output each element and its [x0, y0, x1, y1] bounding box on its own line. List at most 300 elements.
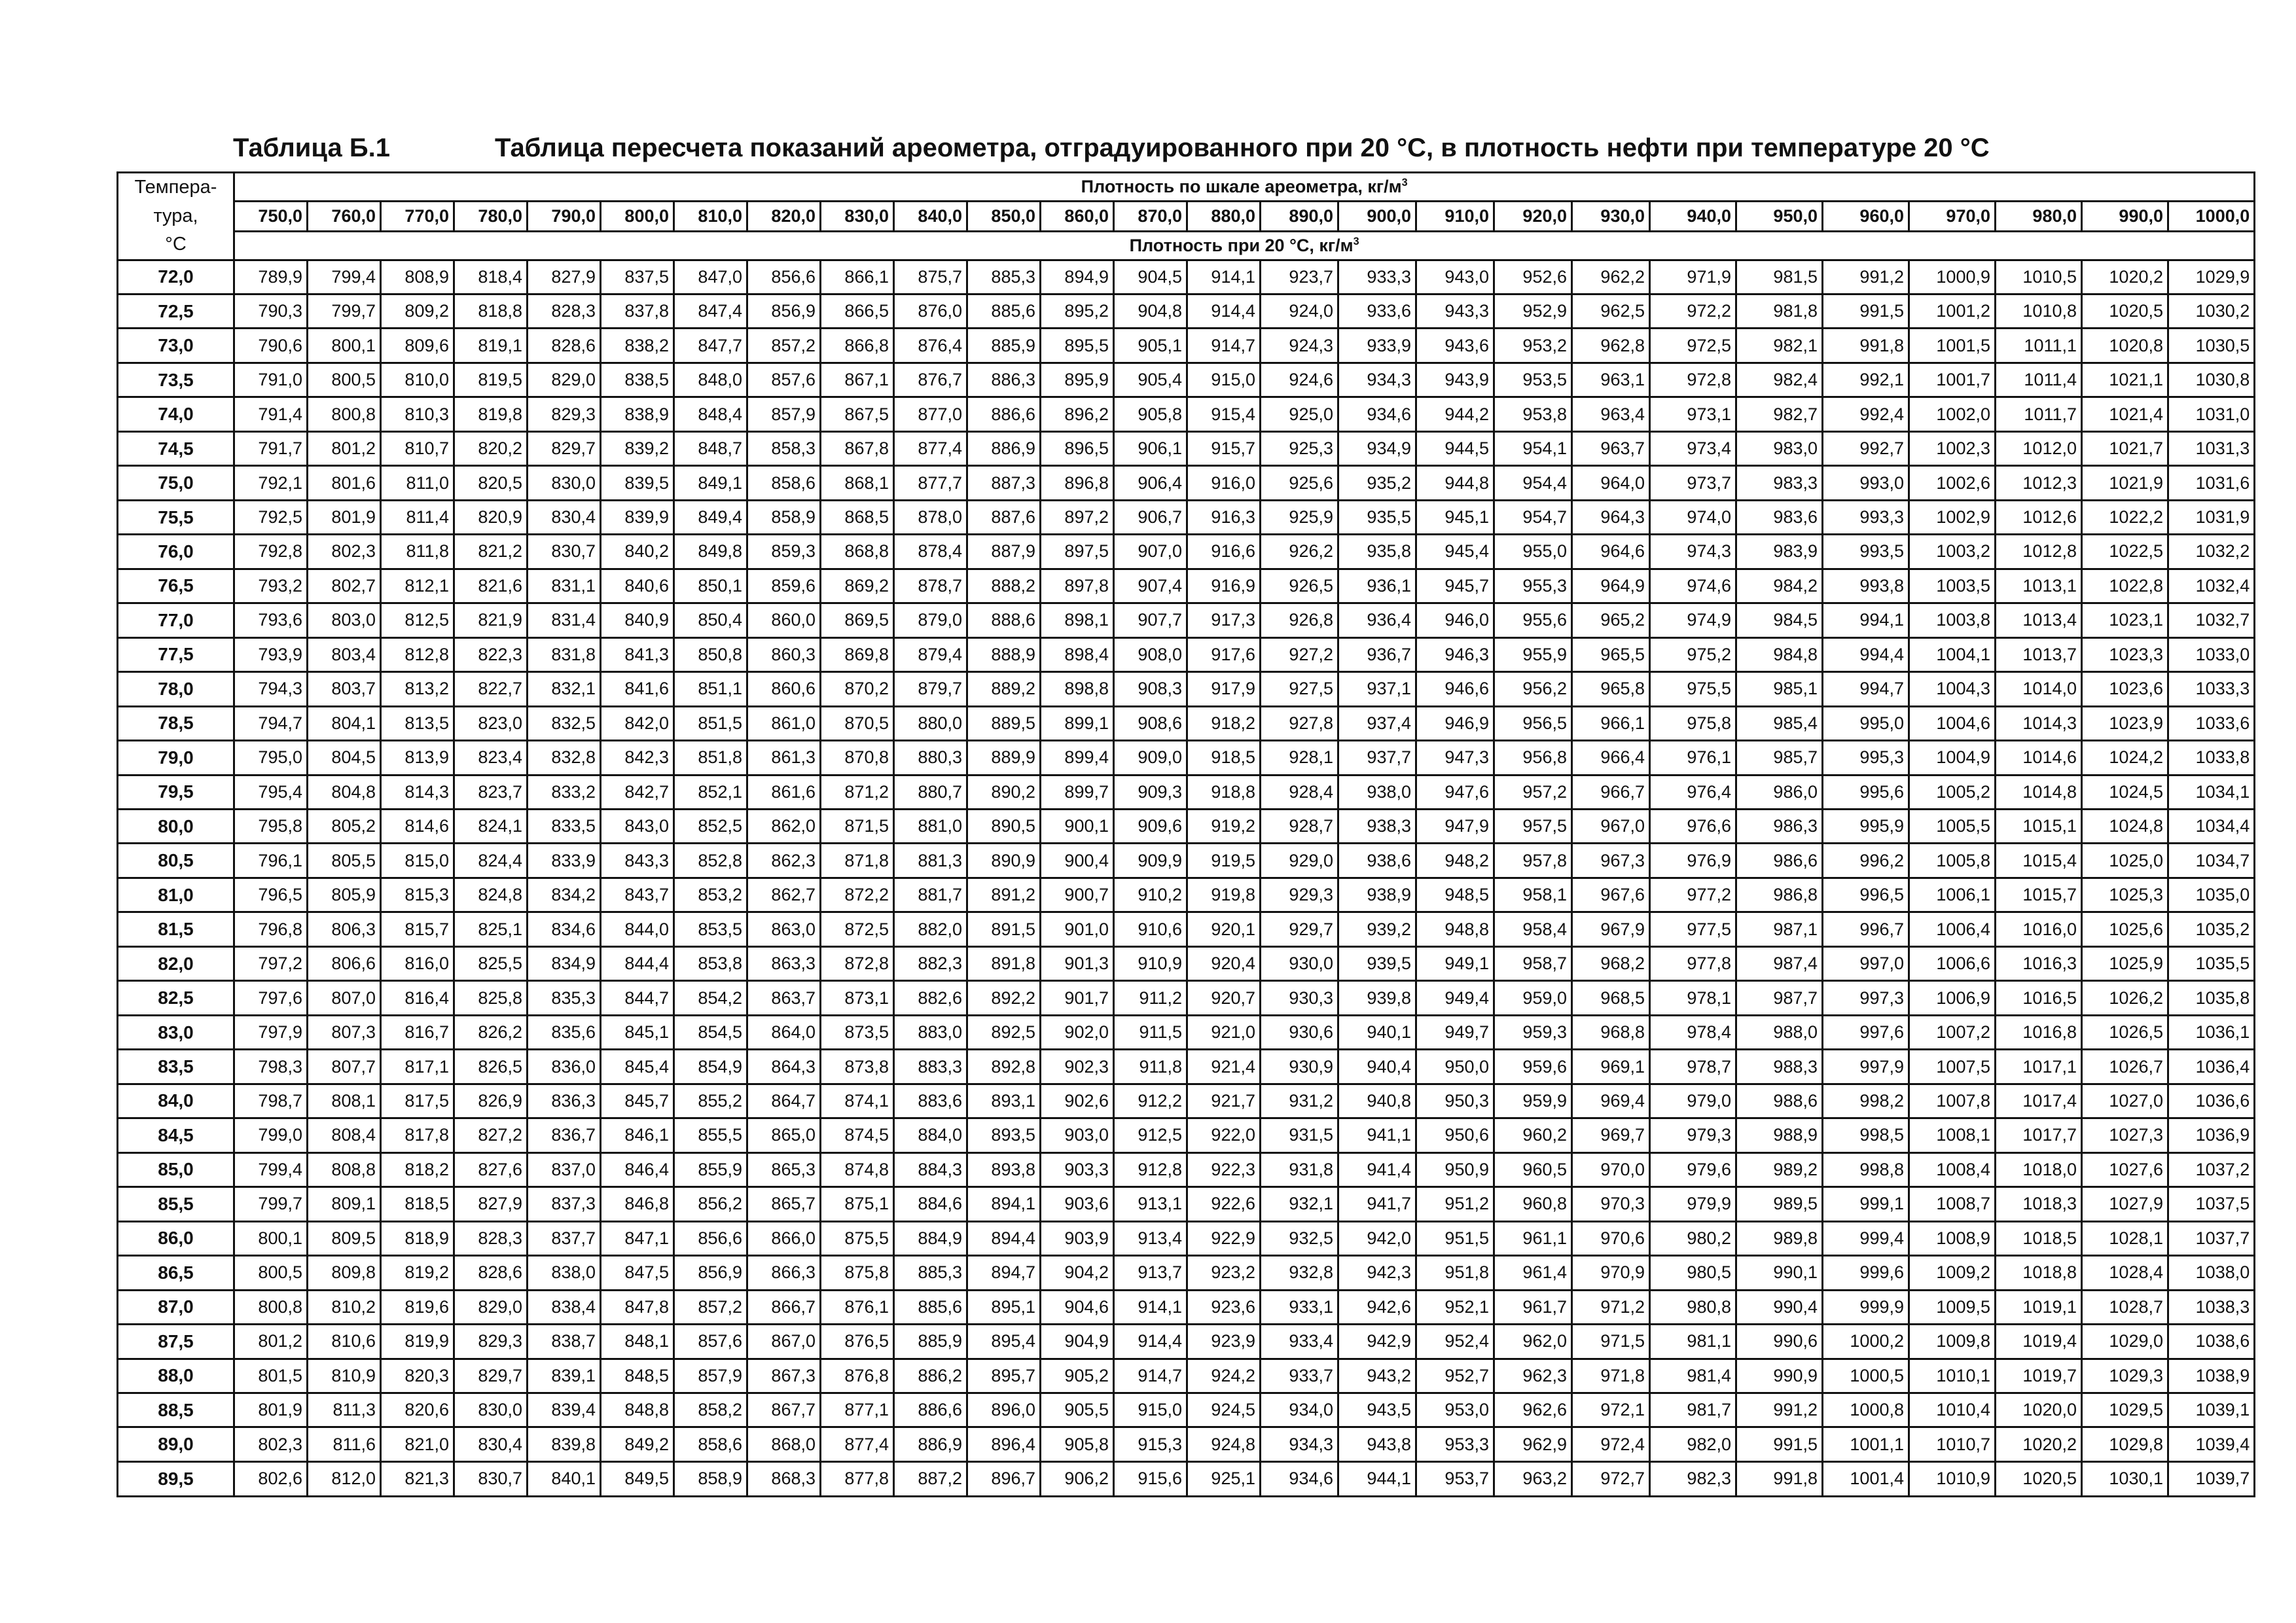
- density-value-cell: 917,3: [1187, 603, 1261, 637]
- table-caption: [233, 134, 2066, 170]
- temperature-cell: 83,5: [118, 1050, 234, 1084]
- density-value-cell: 790,3: [234, 294, 308, 328]
- density-value-cell: 1031,9: [2168, 500, 2255, 534]
- table-row: [118, 294, 2255, 328]
- density-value-cell: 839,5: [601, 466, 674, 500]
- density-value-cell: 858,2: [674, 1393, 747, 1427]
- density-value-cell: 1009,2: [1909, 1256, 1996, 1290]
- density-value-cell: 825,8: [454, 981, 528, 1015]
- density-value-cell: 835,6: [528, 1015, 601, 1049]
- density-value-cell: 794,7: [234, 706, 308, 740]
- density-value-cell: 944,2: [1416, 397, 1494, 431]
- density-value-cell: 842,0: [601, 706, 674, 740]
- density-value-cell: 801,5: [234, 1359, 308, 1393]
- density-value-cell: 857,6: [674, 1325, 747, 1359]
- density-value-cell: 838,2: [601, 329, 674, 363]
- density-value-cell: 980,2: [1650, 1221, 1736, 1255]
- density-value-cell: 930,9: [1261, 1050, 1338, 1084]
- density-value-cell: 934,6: [1261, 1461, 1338, 1496]
- density-value-cell: 815,3: [381, 878, 454, 912]
- header-row-scale-label: [118, 173, 2255, 202]
- density-value-cell: 949,7: [1416, 1015, 1494, 1049]
- density-value-cell: 847,4: [674, 294, 747, 328]
- density-value-cell: 800,5: [234, 1256, 308, 1290]
- density-value-cell: 878,7: [894, 569, 967, 603]
- density-value-cell: 952,4: [1416, 1325, 1494, 1359]
- table-row: [118, 535, 2255, 569]
- density-value-cell: 934,9: [1338, 431, 1416, 465]
- density-value-cell: 1003,2: [1909, 535, 1996, 569]
- density-value-cell: 972,5: [1650, 329, 1736, 363]
- density-value-cell: 913,7: [1114, 1256, 1187, 1290]
- density-value-cell: 876,0: [894, 294, 967, 328]
- density-value-cell: 1028,7: [2082, 1290, 2168, 1324]
- density-value-cell: 1001,2: [1909, 294, 1996, 328]
- scale-value-cell: 780,0: [454, 201, 528, 231]
- density-value-cell: 878,4: [894, 535, 967, 569]
- density-value-cell: 858,6: [747, 466, 821, 500]
- density-value-cell: 1015,1: [1996, 810, 2082, 844]
- density-value-cell: 986,3: [1736, 810, 1823, 844]
- density-value-cell: 848,7: [674, 431, 747, 465]
- density-value-cell: 1027,0: [2082, 1084, 2168, 1118]
- density-value-cell: 856,6: [674, 1221, 747, 1255]
- density-value-cell: 998,5: [1823, 1118, 1909, 1152]
- density-value-cell: 896,8: [1041, 466, 1114, 500]
- density-value-cell: 992,7: [1823, 431, 1909, 465]
- density-value-cell: 812,0: [308, 1461, 381, 1496]
- density-value-cell: 914,4: [1114, 1325, 1187, 1359]
- density-value-cell: 953,7: [1416, 1461, 1494, 1496]
- density-value-cell: 927,8: [1261, 706, 1338, 740]
- density-value-cell: 932,5: [1261, 1221, 1338, 1255]
- density-value-cell: 811,8: [381, 535, 454, 569]
- density-value-cell: 1007,8: [1909, 1084, 1996, 1118]
- density-value-cell: 1030,2: [2168, 294, 2255, 328]
- density-value-cell: 840,9: [601, 603, 674, 637]
- density-value-cell: 984,5: [1736, 603, 1823, 637]
- density-value-cell: 866,7: [747, 1290, 821, 1324]
- density-value-cell: 882,6: [894, 981, 967, 1015]
- density-value-cell: 1027,6: [2082, 1152, 2168, 1186]
- density-value-cell: 937,7: [1338, 741, 1416, 775]
- density-value-cell: 973,1: [1650, 397, 1736, 431]
- density-value-cell: 943,0: [1416, 260, 1494, 294]
- density-value-cell: 871,2: [821, 775, 894, 809]
- temperature-cell: 72,0: [118, 260, 234, 294]
- density-value-cell: 799,7: [308, 294, 381, 328]
- density-value-cell: 821,2: [454, 535, 528, 569]
- density-value-cell: 1029,3: [2082, 1359, 2168, 1393]
- density-value-cell: 955,6: [1494, 603, 1572, 637]
- table-row: [118, 706, 2255, 740]
- table-row: [118, 672, 2255, 706]
- density-value-cell: 895,7: [967, 1359, 1041, 1393]
- density-value-cell: 865,7: [747, 1187, 821, 1221]
- density-value-cell: 881,7: [894, 878, 967, 912]
- density-value-cell: 900,4: [1041, 844, 1114, 878]
- density-value-cell: 934,0: [1261, 1393, 1338, 1427]
- density-value-cell: 1039,7: [2168, 1461, 2255, 1496]
- density-value-cell: 1034,1: [2168, 775, 2255, 809]
- density-value-cell: 999,4: [1823, 1221, 1909, 1255]
- density-value-cell: 884,3: [894, 1152, 967, 1186]
- density-value-cell: 836,0: [528, 1050, 601, 1084]
- density-value-cell: 986,8: [1736, 878, 1823, 912]
- density-value-cell: 1003,5: [1909, 569, 1996, 603]
- density-value-cell: 810,2: [308, 1290, 381, 1324]
- density-value-cell: 939,5: [1338, 946, 1416, 980]
- density-value-cell: 792,1: [234, 466, 308, 500]
- density-value-cell: 826,9: [454, 1084, 528, 1118]
- density-value-cell: 933,7: [1261, 1359, 1338, 1393]
- density-value-cell: 819,6: [381, 1290, 454, 1324]
- density-value-cell: 796,1: [234, 844, 308, 878]
- density-value-cell: 825,5: [454, 946, 528, 980]
- density-value-cell: 952,1: [1416, 1290, 1494, 1324]
- density-value-cell: 961,4: [1494, 1256, 1572, 1290]
- density-value-cell: 815,0: [381, 844, 454, 878]
- density-value-cell: 805,9: [308, 878, 381, 912]
- density-value-cell: 919,5: [1187, 844, 1261, 878]
- density-value-cell: 969,7: [1572, 1118, 1650, 1152]
- density-value-cell: 967,6: [1572, 878, 1650, 912]
- density-value-cell: 839,1: [528, 1359, 601, 1393]
- density-value-cell: 953,0: [1416, 1393, 1494, 1427]
- density-value-cell: 1023,9: [2082, 706, 2168, 740]
- density-value-cell: 915,0: [1114, 1393, 1187, 1427]
- density-value-cell: 1007,5: [1909, 1050, 1996, 1084]
- density-value-cell: 894,4: [967, 1221, 1041, 1255]
- density-value-cell: 865,0: [747, 1118, 821, 1152]
- density-value-cell: 804,1: [308, 706, 381, 740]
- density-value-cell: 884,0: [894, 1118, 967, 1152]
- density-value-cell: 923,7: [1261, 260, 1338, 294]
- density-value-cell: 856,6: [747, 260, 821, 294]
- density-value-cell: 950,9: [1416, 1152, 1494, 1186]
- density-value-cell: 857,6: [747, 363, 821, 397]
- table-number: Таблица Б.1: [233, 134, 390, 162]
- density-value-cell: 993,3: [1823, 500, 1909, 534]
- scale-value-cell: 790,0: [528, 201, 601, 231]
- density-value-cell: 937,1: [1338, 672, 1416, 706]
- density-value-cell: 998,2: [1823, 1084, 1909, 1118]
- density-value-cell: 856,9: [747, 294, 821, 328]
- density-value-cell: 985,4: [1736, 706, 1823, 740]
- density-value-cell: 852,5: [674, 810, 747, 844]
- density-value-cell: 996,2: [1823, 844, 1909, 878]
- density-value-cell: 996,5: [1823, 878, 1909, 912]
- density-value-cell: 978,4: [1650, 1015, 1736, 1049]
- density-value-cell: 900,1: [1041, 810, 1114, 844]
- density-value-cell: 900,7: [1041, 878, 1114, 912]
- density-value-cell: 930,0: [1261, 946, 1338, 980]
- table-row: [118, 260, 2255, 294]
- density-value-cell: 823,0: [454, 706, 528, 740]
- density-value-cell: 1016,0: [1996, 912, 2082, 946]
- density-value-cell: 935,8: [1338, 535, 1416, 569]
- density-value-cell: 991,8: [1823, 329, 1909, 363]
- density-value-cell: 888,9: [967, 637, 1041, 671]
- density-at-20-label: Плотность при 20 °С, кг/м: [1129, 235, 1354, 255]
- density-value-cell: 954,7: [1494, 500, 1572, 534]
- density-value-cell: 1018,8: [1996, 1256, 2082, 1290]
- density-value-cell: 830,7: [454, 1461, 528, 1496]
- density-value-cell: 890,2: [967, 775, 1041, 809]
- density-value-cell: 843,7: [601, 878, 674, 912]
- density-value-cell: 1020,0: [1996, 1393, 2082, 1427]
- density-value-cell: 1026,7: [2082, 1050, 2168, 1084]
- density-value-cell: 891,8: [967, 946, 1041, 980]
- density-value-cell: 1033,3: [2168, 672, 2255, 706]
- density-value-cell: 1029,8: [2082, 1427, 2168, 1461]
- density-value-cell: 962,5: [1572, 294, 1650, 328]
- density-value-cell: 874,5: [821, 1118, 894, 1152]
- density-value-cell: 951,5: [1416, 1221, 1494, 1255]
- density-value-cell: 836,7: [528, 1118, 601, 1152]
- density-value-cell: 956,2: [1494, 672, 1572, 706]
- density-value-cell: 999,1: [1823, 1187, 1909, 1221]
- density-value-cell: 968,5: [1572, 981, 1650, 1015]
- density-value-cell: 915,0: [1187, 363, 1261, 397]
- density-value-cell: 867,0: [747, 1325, 821, 1359]
- density-value-cell: 861,3: [747, 741, 821, 775]
- density-value-cell: 888,2: [967, 569, 1041, 603]
- density-value-cell: 921,0: [1187, 1015, 1261, 1049]
- density-value-cell: 1008,4: [1909, 1152, 1996, 1186]
- density-value-cell: 858,9: [747, 500, 821, 534]
- density-value-cell: 966,1: [1572, 706, 1650, 740]
- density-value-cell: 984,8: [1736, 637, 1823, 671]
- density-value-cell: 892,8: [967, 1050, 1041, 1084]
- density-value-cell: 1010,9: [1909, 1461, 1996, 1496]
- density-value-cell: 875,1: [821, 1187, 894, 1221]
- density-value-cell: 818,4: [454, 260, 528, 294]
- density-value-cell: 877,4: [821, 1427, 894, 1461]
- density-value-cell: 1013,4: [1996, 603, 2082, 637]
- density-value-cell: 840,6: [601, 569, 674, 603]
- density-value-cell: 1017,1: [1996, 1050, 2082, 1084]
- table-row: [118, 431, 2255, 465]
- scale-value-cell: 860,0: [1041, 201, 1114, 231]
- density-value-cell: 820,5: [454, 466, 528, 500]
- density-value-cell: 995,9: [1823, 810, 1909, 844]
- scale-value-cell: 970,0: [1909, 201, 1996, 231]
- density-value-cell: 991,2: [1823, 260, 1909, 294]
- scale-value-cell: 820,0: [747, 201, 821, 231]
- scale-value-cell: 850,0: [967, 201, 1041, 231]
- scale-value-cell: 990,0: [2082, 201, 2168, 231]
- density-value-cell: 897,8: [1041, 569, 1114, 603]
- density-value-cell: 804,5: [308, 741, 381, 775]
- density-value-cell: 918,8: [1187, 775, 1261, 809]
- density-value-cell: 821,6: [454, 569, 528, 603]
- table-row: [118, 946, 2255, 980]
- density-value-cell: 989,8: [1736, 1221, 1823, 1255]
- density-value-cell: 909,0: [1114, 741, 1187, 775]
- density-value-cell: 807,0: [308, 981, 381, 1015]
- density-value-cell: 792,5: [234, 500, 308, 534]
- density-value-cell: 981,8: [1736, 294, 1823, 328]
- scale-value-cell: 760,0: [308, 201, 381, 231]
- density-value-cell: 993,8: [1823, 569, 1909, 603]
- density-value-cell: 904,5: [1114, 260, 1187, 294]
- density-value-cell: 841,6: [601, 672, 674, 706]
- density-value-cell: 795,4: [234, 775, 308, 809]
- density-value-cell: 1004,1: [1909, 637, 1996, 671]
- density-value-cell: 928,4: [1261, 775, 1338, 809]
- density-value-cell: 899,1: [1041, 706, 1114, 740]
- temperature-header-line3: °С: [165, 234, 187, 255]
- table-row: [118, 1084, 2255, 1118]
- density-value-cell: 850,8: [674, 637, 747, 671]
- density-value-cell: 810,6: [308, 1325, 381, 1359]
- density-value-cell: 830,0: [454, 1393, 528, 1427]
- density-value-cell: 876,7: [894, 363, 967, 397]
- density-value-cell: 982,1: [1736, 329, 1823, 363]
- density-value-cell: 1023,3: [2082, 637, 2168, 671]
- density-value-cell: 884,9: [894, 1221, 967, 1255]
- density-value-cell: 943,3: [1416, 294, 1494, 328]
- density-value-cell: 829,7: [454, 1359, 528, 1393]
- density-value-cell: 814,6: [381, 810, 454, 844]
- density-value-cell: 844,7: [601, 981, 674, 1015]
- density-value-cell: 903,3: [1041, 1152, 1114, 1186]
- density-value-cell: 957,8: [1494, 844, 1572, 878]
- scale-value-cell: 940,0: [1650, 201, 1736, 231]
- density-value-cell: 926,2: [1261, 535, 1338, 569]
- temperature-header-line2: тура,: [153, 205, 198, 226]
- density-value-cell: 945,4: [1416, 535, 1494, 569]
- density-value-cell: 983,6: [1736, 500, 1823, 534]
- density-value-cell: 864,0: [747, 1015, 821, 1049]
- density-value-cell: 997,6: [1823, 1015, 1909, 1049]
- density-value-cell: 988,0: [1736, 1015, 1823, 1049]
- density-value-cell: 997,3: [1823, 981, 1909, 1015]
- density-value-cell: 952,7: [1416, 1359, 1494, 1393]
- density-value-cell: 820,6: [381, 1393, 454, 1427]
- density-value-cell: 832,8: [528, 741, 601, 775]
- density-value-cell: 1037,5: [2168, 1187, 2255, 1221]
- density-value-cell: 895,5: [1041, 329, 1114, 363]
- density-value-cell: 838,4: [528, 1290, 601, 1324]
- scale-value-cell: 840,0: [894, 201, 967, 231]
- density-value-cell: 964,6: [1572, 535, 1650, 569]
- density-value-cell: 896,2: [1041, 397, 1114, 431]
- density-value-cell: 965,8: [1572, 672, 1650, 706]
- density-value-cell: 1026,2: [2082, 981, 2168, 1015]
- density-value-cell: 967,9: [1572, 912, 1650, 946]
- density-value-cell: 791,0: [234, 363, 308, 397]
- temperature-cell: 81,5: [118, 912, 234, 946]
- density-value-cell: 895,1: [967, 1290, 1041, 1324]
- density-value-cell: 830,7: [528, 535, 601, 569]
- density-value-cell: 903,6: [1041, 1187, 1114, 1221]
- density-value-cell: 850,4: [674, 603, 747, 637]
- density-value-cell: 974,9: [1650, 603, 1736, 637]
- density-value-cell: 1006,9: [1909, 981, 1996, 1015]
- density-value-cell: 807,3: [308, 1015, 381, 1049]
- density-value-cell: 797,9: [234, 1015, 308, 1049]
- density-value-cell: 867,8: [821, 431, 894, 465]
- density-value-cell: 957,2: [1494, 775, 1572, 809]
- density-value-cell: 993,0: [1823, 466, 1909, 500]
- density-value-cell: 819,1: [454, 329, 528, 363]
- density-value-cell: 875,8: [821, 1256, 894, 1290]
- table-row: [118, 500, 2255, 534]
- density-value-cell: 825,1: [454, 912, 528, 946]
- density-value-cell: 887,2: [894, 1461, 967, 1496]
- density-value-cell: 895,9: [1041, 363, 1114, 397]
- density-value-cell: 883,6: [894, 1084, 967, 1118]
- density-value-cell: 870,5: [821, 706, 894, 740]
- density-value-cell: 961,1: [1494, 1221, 1572, 1255]
- density-value-cell: 833,9: [528, 844, 601, 878]
- density-value-cell: 871,5: [821, 810, 894, 844]
- density-value-cell: 970,9: [1572, 1256, 1650, 1290]
- density-value-cell: 821,3: [381, 1461, 454, 1496]
- density-value-cell: 925,9: [1261, 500, 1338, 534]
- density-value-cell: 849,5: [601, 1461, 674, 1496]
- density-value-cell: 1019,7: [1996, 1359, 2082, 1393]
- scale-value-cell: 870,0: [1114, 201, 1187, 231]
- density-value-cell: 946,3: [1416, 637, 1494, 671]
- density-value-cell: 938,0: [1338, 775, 1416, 809]
- table-row: [118, 1359, 2255, 1393]
- table-row: [118, 1325, 2255, 1359]
- density-value-cell: 1000,9: [1909, 260, 1996, 294]
- density-value-cell: 1038,0: [2168, 1256, 2255, 1290]
- density-value-cell: 939,8: [1338, 981, 1416, 1015]
- density-value-cell: 795,0: [234, 741, 308, 775]
- density-value-cell: 995,0: [1823, 706, 1909, 740]
- density-value-cell: 843,0: [601, 810, 674, 844]
- density-value-cell: 922,9: [1187, 1221, 1261, 1255]
- density-value-cell: 833,5: [528, 810, 601, 844]
- table-row: [118, 1015, 2255, 1049]
- density-value-cell: 910,9: [1114, 946, 1187, 980]
- scale-density-unit-sup: 3: [1401, 176, 1408, 188]
- density-value-cell: 914,7: [1114, 1359, 1187, 1393]
- density-value-cell: 995,6: [1823, 775, 1909, 809]
- temperature-cell: 82,0: [118, 946, 234, 980]
- density-value-cell: 849,4: [674, 500, 747, 534]
- density-value-cell: 875,7: [894, 260, 967, 294]
- density-value-cell: 922,0: [1187, 1118, 1261, 1152]
- density-value-cell: 964,9: [1572, 569, 1650, 603]
- density-value-cell: 860,6: [747, 672, 821, 706]
- density-value-cell: 845,4: [601, 1050, 674, 1084]
- density-value-cell: 870,8: [821, 741, 894, 775]
- density-value-cell: 805,2: [308, 810, 381, 844]
- density-value-cell: 918,2: [1187, 706, 1261, 740]
- density-value-cell: 990,9: [1736, 1359, 1823, 1393]
- scale-value-cell: 980,0: [1996, 201, 2082, 231]
- density-value-cell: 973,7: [1650, 466, 1736, 500]
- density-value-cell: 962,3: [1494, 1359, 1572, 1393]
- density-value-cell: 824,1: [454, 810, 528, 844]
- density-value-cell: 847,1: [601, 1221, 674, 1255]
- density-value-cell: 1030,8: [2168, 363, 2255, 397]
- density-value-cell: 818,8: [454, 294, 528, 328]
- density-value-cell: 1000,5: [1823, 1359, 1909, 1393]
- density-value-cell: 945,1: [1416, 500, 1494, 534]
- density-value-cell: 837,0: [528, 1152, 601, 1186]
- density-value-cell: 867,5: [821, 397, 894, 431]
- density-value-cell: 921,4: [1187, 1050, 1261, 1084]
- density-value-cell: 809,1: [308, 1187, 381, 1221]
- density-value-cell: 944,8: [1416, 466, 1494, 500]
